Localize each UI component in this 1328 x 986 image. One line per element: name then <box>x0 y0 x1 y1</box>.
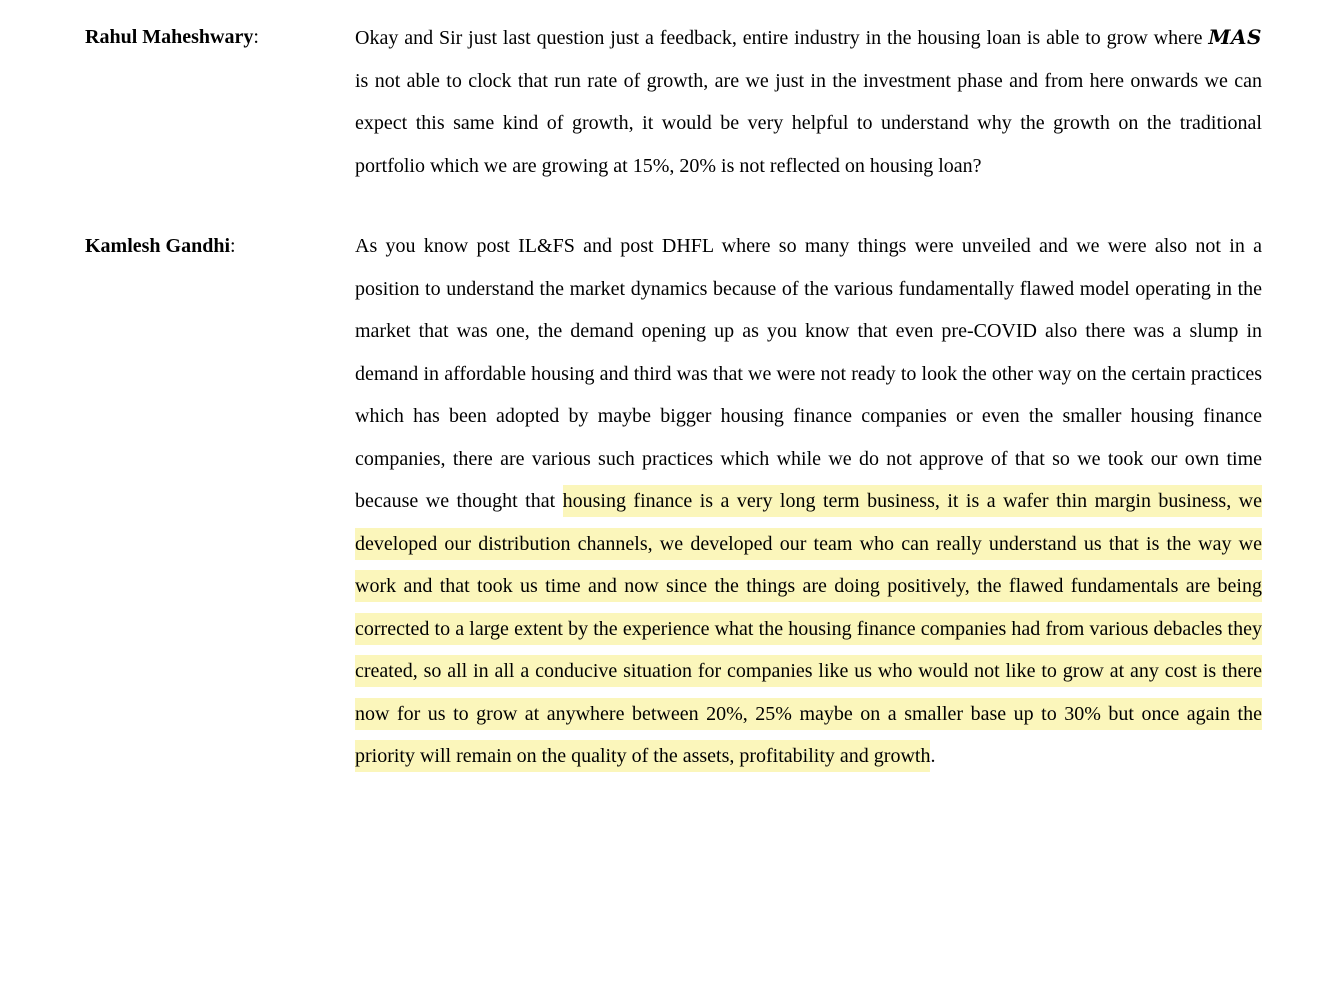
speech-text <box>355 225 1262 778</box>
speaker-name: Kamlesh Gandhi: <box>85 235 236 257</box>
mas-logo-text: MAS <box>1208 25 1262 49</box>
speech-segment: is not able to clock that run rate of growth, are we just in the investment phase and from here onwards we can expect this same kind of growth, it would be very helpful to understand why the growth on the traditional portfolio which we are growing at 15%, 20% is not reflected on housing loan? <box>355 69 1262 177</box>
speaker-name: Rahul Maheshwary: <box>85 26 259 48</box>
transcript-entry <box>85 16 1262 187</box>
speech-segment: . <box>930 745 936 767</box>
transcript-entry <box>85 225 1262 778</box>
speech-segment: As you know post IL&FS and post DHFL where so many things were unveiled and we were also not in a position to understand the market dynamics because of the various fundamentally flawed model operating in the market that was one, the demand opening up as you know that even pre-COVID also there was a slump in demand in affordable housing and third was that we were not ready to look the other way on the certain practices which has been adopted by maybe bigger housing finance companies or even the smaller housing finance companies, there are various such practices which while we do not approve of that so we took our own time because we thought that <box>355 235 1262 512</box>
speech-segment: Okay and Sir just last question just a feedback, entire industry in the housing loan is able to grow where <box>355 27 1209 49</box>
transcript-entries <box>85 16 1262 778</box>
speech-text <box>355 16 1262 187</box>
highlighted-text: housing finance is a very long term business, it is a wafer thin margin business, we developed our distribution channels, we developed our team who can really understand us that is the way we work and that took us time and now since the things are doing positively, the flawed fundamentals are being corrected to a large extent by the experience what the housing finance companies had from various debacles they created, so all in all a conducive situation for companies like us who would not like to grow at any cost is there now for us to grow at anywhere between 20%, 25% maybe on a smaller base up to 30% but once again the priority will remain on the quality of the assets, profitability and growth <box>355 485 1262 772</box>
